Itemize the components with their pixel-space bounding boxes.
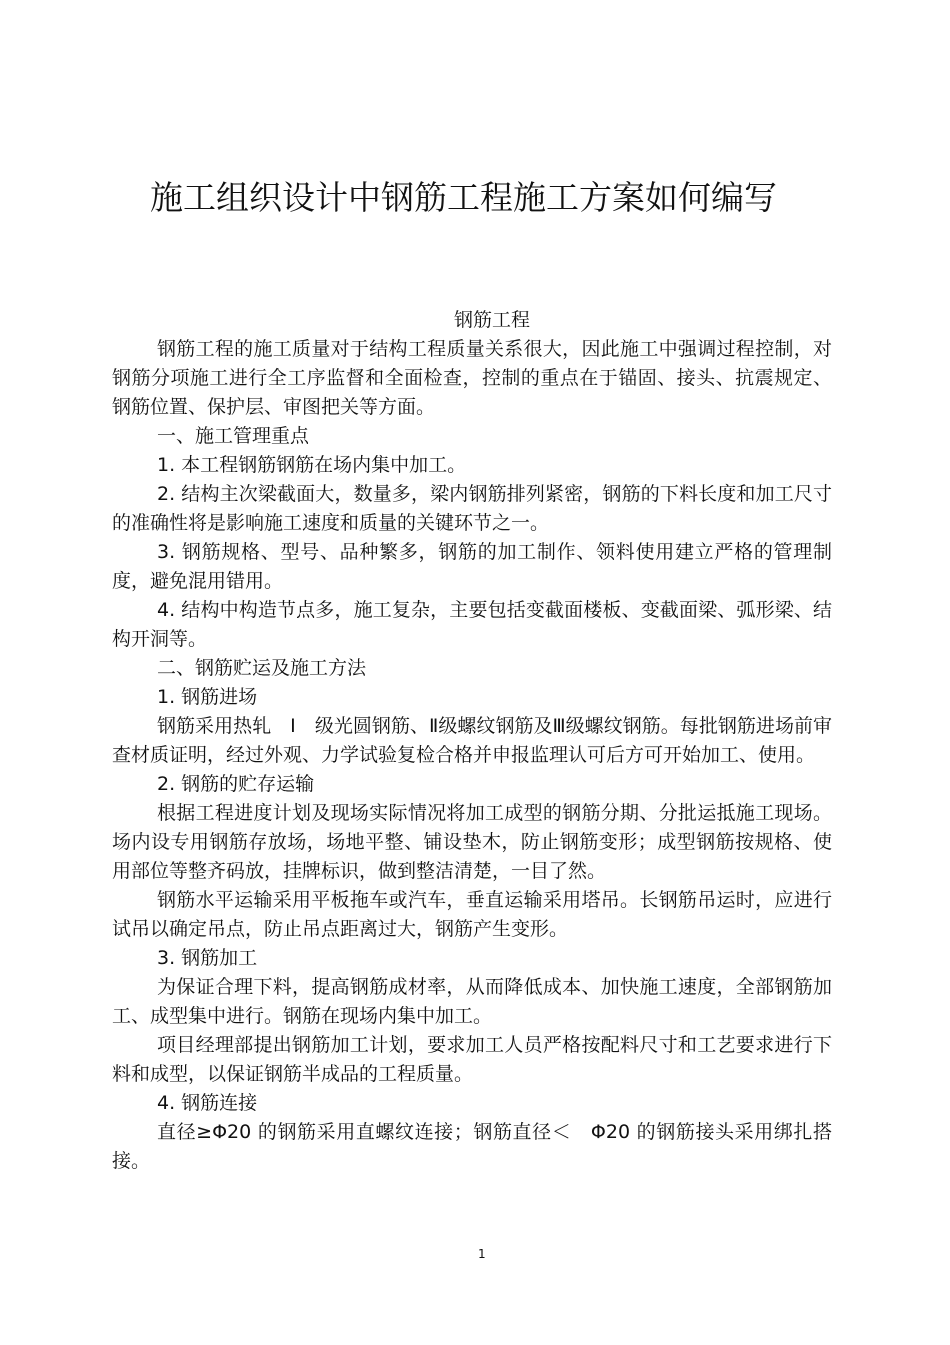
page-number: 1 xyxy=(478,1247,486,1261)
list-item-3: 3. 钢筋规格、型号、品种繁多，钢筋的加工制作、领料使用建立严格的管理制度，避免混用错用。 xyxy=(112,541,832,592)
paragraph-processing-1: 为保证合理下料，提高钢筋成材率，从而降低成本、加快施工速度，全部钢筋加工、成型集中进行。钢筋在现场内集中加工。 xyxy=(112,976,832,1027)
paragraph-connection: 直径≥Φ20 的钢筋采用直螺纹连接；钢筋直径＜ Φ20 的钢筋接头采用绑扎搭接。 xyxy=(112,1121,832,1172)
paragraph-rebar-entry: 钢筋采用热轧 Ⅰ 级光圆钢筋、Ⅱ级螺纹钢筋及Ⅲ级螺纹钢筋。每批钢筋进场前审查材质证明，经过外观、力学试验复检合格并申报监理认可后方可开始加工、使用。 xyxy=(112,715,832,766)
subheading-rebar-processing: 3. 钢筋加工 xyxy=(157,947,258,969)
heading-management-focus: 一、施工管理重点 xyxy=(157,425,310,447)
heading-storage-methods: 二、钢筋贮运及施工方法 xyxy=(157,657,367,679)
list-item-4: 4. 结构中构造节点多，施工复杂，主要包括变截面楼板、变截面梁、弧形梁、结构开洞等。 xyxy=(112,599,832,650)
subheading-rebar-connection: 4. 钢筋连接 xyxy=(157,1092,258,1114)
section-title: 钢筋工程 xyxy=(453,309,530,331)
list-item-2: 2. 结构主次梁截面大，数量多，梁内钢筋排列紧密，钢筋的下料长度和加工尺寸的准确性将是影响施工速度和质量的关键环节之一。 xyxy=(112,483,832,534)
document-title: 施工组织设计中钢筋工程施工方案如何编写 xyxy=(150,178,777,217)
subheading-storage-transport: 2. 钢筋的贮存运输 xyxy=(157,773,315,795)
paragraph-transport: 钢筋水平运输采用平板拖车或汽车，垂直运输采用塔吊。长钢筋吊运时，应进行试吊以确定吊点，防止吊点距离过大，钢筋产生变形。 xyxy=(112,889,832,940)
paragraph-storage: 根据工程进度计划及现场实际情况将加工成型的钢筋分期、分批运抵施工现场。场内设专用钢筋存放场，场地平整、铺设垫木，防止钢筋变形；成型钢筋按规格、使用部位等整齐码放，挂牌标识，做到整洁清楚，一目了然。 xyxy=(112,802,832,882)
paragraph-processing-2: 项目经理部提出钢筋加工计划，要求加工人员严格按配料尺寸和工艺要求进行下料和成型，以保证钢筋半成品的工程质量。 xyxy=(112,1034,832,1085)
subheading-rebar-entry: 1. 钢筋进场 xyxy=(157,686,258,708)
paragraph-intro: 钢筋工程的施工质量对于结构工程质量关系很大，因此施工中强调过程控制，对钢筋分项施工进行全工序监督和全面检查，控制的重点在于锚固、接头、抗震规定、钢筋位置、保护层、审图把关等方面。 xyxy=(112,338,832,418)
list-item-1: 1. 本工程钢筋钢筋在场内集中加工。 xyxy=(157,454,467,476)
document-body xyxy=(112,306,832,1176)
